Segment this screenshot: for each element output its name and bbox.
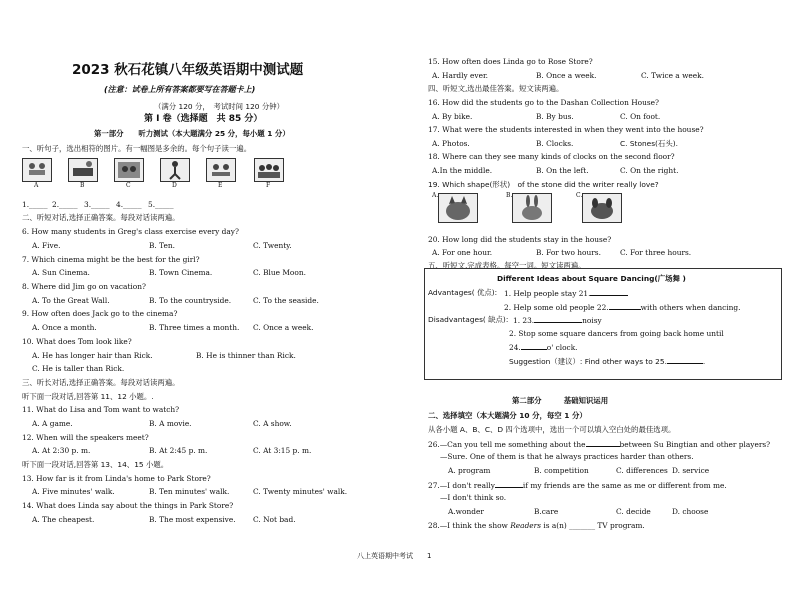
q10-option-a: A. He has longer hair than Rick. bbox=[32, 351, 153, 360]
blank-26[interactable] bbox=[586, 439, 620, 447]
answer-blank-2: 2._____ bbox=[52, 200, 78, 209]
q27-option-b: B.care bbox=[534, 507, 559, 516]
question-13: 13. How far is it from Linda's home to Park Store? bbox=[22, 474, 211, 483]
q16-option-b: B. By bus. bbox=[536, 112, 574, 121]
q14-option-b: B. The most expensive. bbox=[149, 515, 236, 524]
table-title: Different Ideas about Square Dancing(广场舞 ) bbox=[497, 274, 686, 283]
q20-option-b: B. For two hours. bbox=[536, 248, 601, 257]
q9-option-a: A. Once a month. bbox=[32, 323, 97, 332]
q26-text: 26.—Can you tell me something about the bbox=[428, 440, 586, 449]
q11-option-c: C. A show. bbox=[253, 419, 292, 428]
question-15: 15. How often does Linda go to Rose Store? bbox=[428, 57, 593, 66]
q18-option-a: A.In the middle. bbox=[432, 166, 493, 175]
exam-title: 2023 秋石花镇八年级英语期中测试题 bbox=[72, 62, 304, 78]
piano-player-icon bbox=[69, 159, 97, 181]
disadvantage-2-cont bbox=[509, 342, 578, 352]
q8-option-c: C. To the seaside. bbox=[253, 296, 319, 305]
q11-option-a: A. A game. bbox=[32, 419, 73, 428]
q14-option-c: C. Not bad. bbox=[253, 515, 296, 524]
q15-option-c: C. Twice a week. bbox=[641, 71, 704, 80]
question-8: 8. Where did Jim go on vacation? bbox=[22, 282, 146, 291]
family-photo-icon bbox=[115, 159, 143, 181]
intro-1: 一、听句子，选出相符的图片。有一幅图是多余的。每个句子读一遍。 bbox=[22, 144, 252, 153]
q19-label-b: B. bbox=[506, 192, 513, 199]
question-9: 9. How often does Jack go to the cinema? bbox=[22, 309, 178, 318]
blank-27[interactable] bbox=[495, 480, 523, 488]
students-at-desk-icon bbox=[23, 159, 51, 181]
answer-blank-4: 4._____ bbox=[116, 200, 142, 209]
question-12: 12. When will the speakers meet? bbox=[22, 433, 149, 442]
blank-21[interactable] bbox=[590, 288, 628, 296]
disadvantages-label: Disadvantages( 缺点): bbox=[428, 315, 509, 324]
advantage-1-text: 1. Help people stay 21. bbox=[504, 289, 591, 298]
section1-title: 第 I 卷（选择题 共 85 分） bbox=[144, 114, 263, 124]
picture-b bbox=[68, 158, 98, 182]
q19-picture-a bbox=[438, 193, 478, 223]
advantage-2 bbox=[504, 302, 740, 312]
q8-option-b: B. To the countryside. bbox=[149, 296, 232, 305]
question-16: 16. How did the students go to the Dashan Collection House? bbox=[428, 98, 659, 107]
q17-option-c: C. Stones(石头). bbox=[620, 139, 678, 148]
question-10: 10. What does Tom look like? bbox=[22, 337, 132, 346]
q10-option-c: C. He is taller than Rick. bbox=[32, 364, 125, 373]
dancer-icon bbox=[161, 159, 189, 181]
dog-stone-icon bbox=[583, 194, 621, 222]
q18-option-c: C. On the right. bbox=[620, 166, 679, 175]
q28-tail: is a(n) _______ TV program. bbox=[541, 521, 645, 530]
disadvantage-2b-text: 24. bbox=[509, 343, 521, 352]
q20-option-c: C. For three hours. bbox=[620, 248, 692, 257]
intro-6: 二、选择填空（本大题满分 10 分，每空 1 分） bbox=[428, 411, 587, 420]
disadvantage-2: 2. Stop some square dancers from going back home until bbox=[509, 329, 724, 338]
question-14: 14. What does Linda say about the things in Park Store? bbox=[22, 501, 234, 510]
q12-option-a: A. At 2:30 p. m. bbox=[32, 446, 91, 455]
q28-show-name: Readers bbox=[510, 521, 542, 530]
q7-option-a: A. Sun Cinema. bbox=[32, 268, 90, 277]
q20-option-a: A. For one hour. bbox=[432, 248, 493, 257]
q26-reply: —Sure. One of them is that he always practices harder than others. bbox=[440, 452, 694, 461]
q27-text: 27.—I don't really bbox=[428, 481, 495, 490]
q6-option-b: B. Ten. bbox=[149, 241, 175, 250]
sub-intro-1: 听下面一段对话,回答第 11、12 小题。. bbox=[22, 392, 154, 401]
crowd-icon bbox=[255, 159, 283, 181]
sub-intro-2: 听下面一段对话,回答第 13、14、15 小题。 bbox=[22, 460, 169, 469]
picture-a bbox=[22, 158, 52, 182]
q26-tail: between Su Bingtian and other players? bbox=[619, 440, 771, 449]
q26-option-c: C. differences bbox=[616, 466, 668, 475]
q13-option-c: C. Twenty minutes' walk. bbox=[253, 487, 348, 496]
q10-option-b: B. He is thinner than Rick. bbox=[196, 351, 296, 360]
advantage-2-tail: with others when dancing. bbox=[640, 303, 741, 312]
picture-label-c: C bbox=[126, 182, 131, 189]
q15-option-b: B. Once a week. bbox=[536, 71, 597, 80]
advantage-2-text: 2. Help some old people 22. bbox=[504, 303, 609, 312]
picture-f bbox=[254, 158, 284, 182]
advantages-label: Advantages( 优点): bbox=[428, 288, 498, 297]
q7-option-c: C. Blue Moon. bbox=[253, 268, 306, 277]
q17-option-b: B. Clocks. bbox=[536, 139, 574, 148]
q27-reply: —I don't think so. bbox=[440, 493, 507, 502]
answer-blank-1: 1._____ bbox=[22, 200, 48, 209]
part1-title: 第一部分 听力测试（本大题满分 25 分，每小题 1 分） bbox=[94, 129, 290, 138]
q28-text: 28.—I think the show bbox=[428, 521, 511, 530]
intro-5: 五、听短文,完成表格。每空一词。短文读两遍。 bbox=[428, 261, 586, 270]
cat-stone-icon bbox=[439, 194, 477, 222]
score-info: （满分 120 分， 考试时间 120 分钟） bbox=[154, 102, 284, 111]
question-18: 18. Where can they see many kinds of clocks on the second floor? bbox=[428, 152, 675, 161]
q19-label-a: A. bbox=[432, 192, 439, 199]
q13-option-a: A. Five minutes' walk. bbox=[32, 487, 115, 496]
blank-22[interactable] bbox=[609, 302, 641, 310]
disadvantage-2b-tail: o' clock. bbox=[546, 343, 578, 352]
q19-picture-c bbox=[582, 193, 622, 223]
q27-option-c: C. decide bbox=[616, 507, 651, 516]
page-footer: 八上英语期中考试 1 bbox=[357, 552, 432, 560]
rabbit-stone-icon bbox=[513, 194, 551, 222]
picture-label-f: F bbox=[266, 182, 271, 189]
table-box bbox=[424, 268, 782, 380]
intro-4: 四、听短文,选出最佳答案。短文读两遍。 bbox=[428, 84, 564, 93]
q27-option-a: A.wonder bbox=[448, 507, 484, 516]
q6-option-a: A. Five. bbox=[32, 241, 61, 250]
q16-option-c: C. On foot. bbox=[620, 112, 661, 121]
q12-option-c: C. At 3:15 p. m. bbox=[253, 446, 312, 455]
people-eating-icon bbox=[207, 159, 235, 181]
q18-option-b: B. On the left. bbox=[536, 166, 589, 175]
left-column bbox=[22, 0, 400, 590]
question-6: 6. How many students in Greg's class exercise every day? bbox=[22, 227, 239, 236]
q26-option-a: A. program bbox=[448, 466, 491, 475]
q17-option-a: A. Photos. bbox=[432, 139, 470, 148]
q19-label-c: C. bbox=[576, 192, 583, 199]
intro-3: 三、听长对话,选择正确答案。每段对话读两遍。 bbox=[22, 378, 180, 387]
question-17: 17. What were the students interested in when they went into the house? bbox=[428, 125, 704, 134]
blank-25[interactable] bbox=[667, 356, 703, 364]
q11-option-b: B. A movie. bbox=[149, 419, 192, 428]
q27-tail: if my friends are the same as me or different from me. bbox=[522, 481, 727, 490]
q14-option-a: A. The cheapest. bbox=[32, 515, 95, 524]
q15-option-a: A. Hardly ever. bbox=[432, 71, 489, 80]
disadvantage-1-text: 1. 23. bbox=[513, 316, 535, 325]
question-19: 19. Which shape(形状) of the stone did the writer really love? bbox=[428, 180, 659, 189]
q9-option-b: B. Three times a month. bbox=[149, 323, 240, 332]
picture-c bbox=[114, 158, 144, 182]
suggestion-text: Suggestion（建议）: Find other ways to 25. bbox=[509, 357, 667, 366]
question-26 bbox=[428, 439, 770, 449]
q13-option-b: B. Ten minutes' walk. bbox=[149, 487, 230, 496]
q8-option-a: A. To the Great Wall. bbox=[32, 296, 110, 305]
picture-label-d: D bbox=[172, 182, 177, 189]
answer-blank-5: 5._____ bbox=[148, 200, 174, 209]
q9-option-c: C. Once a week. bbox=[253, 323, 314, 332]
picture-label-b: B bbox=[80, 182, 85, 189]
picture-d bbox=[160, 158, 190, 182]
intro-2: 二、听短对话,选择正确答案。每段对话读两遍。 bbox=[22, 213, 180, 222]
picture-e bbox=[206, 158, 236, 182]
q6-option-c: C. Twenty. bbox=[253, 241, 292, 250]
blank-23[interactable] bbox=[534, 315, 582, 323]
picture-label-a: A bbox=[34, 182, 39, 189]
part2-title: 第二部分 基础知识运用 bbox=[512, 396, 609, 405]
question-27 bbox=[428, 480, 727, 490]
q7-option-b: B. Town Cinema. bbox=[149, 268, 213, 277]
q26-option-b: B. competition bbox=[534, 466, 589, 475]
question-28 bbox=[428, 521, 645, 530]
disadvantage-1-tail: noisy bbox=[582, 316, 602, 325]
q16-option-a: A. By bike. bbox=[432, 112, 473, 121]
q26-option-d: D. service bbox=[672, 466, 710, 475]
exam-note: (注意：试卷上所有答案都要写在答题卡上) bbox=[104, 85, 256, 94]
picture-label-e: E bbox=[218, 182, 223, 189]
suggestion: Suggestion（建议）: Find other ways to 25. . bbox=[509, 357, 706, 366]
q12-option-b: B. At 2:45 p. m. bbox=[149, 446, 208, 455]
disadvantage-1 bbox=[513, 315, 602, 325]
answer-blank-3: 3._____ bbox=[84, 200, 110, 209]
blank-24[interactable] bbox=[521, 342, 547, 350]
question-7: 7. Which cinema might be the best for the girl? bbox=[22, 255, 200, 264]
question-20: 20. How long did the students stay in the house? bbox=[428, 235, 612, 244]
question-11: 11. What do Lisa and Tom want to watch? bbox=[22, 405, 180, 414]
instructions-6: 从各小题 A、B、C、D 四个选项中，选出一个可以填入空白处的最佳选项。 bbox=[428, 425, 676, 434]
right-column bbox=[420, 0, 785, 590]
advantage-1 bbox=[504, 288, 628, 298]
q19-picture-b bbox=[512, 193, 552, 223]
q27-option-d: D. choose bbox=[672, 507, 709, 516]
